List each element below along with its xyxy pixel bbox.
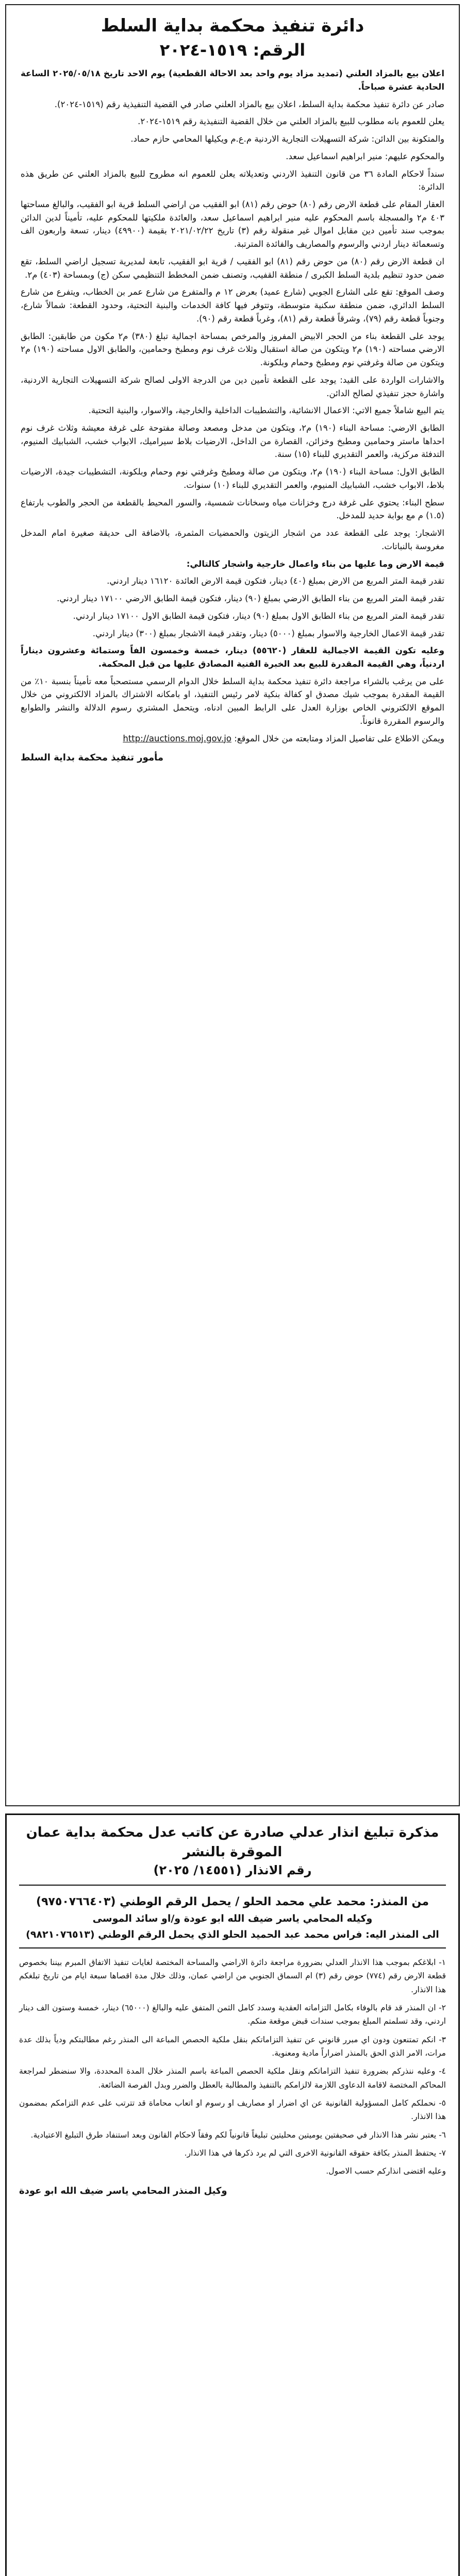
notice-paragraph: ان قطعة الارض رقم (٨٠) من حوض رقم (٨١) ابو الفقيب / قرية ابو الفقيب، تابعة لمديرية تسجيل اراضي السلط، تقع ضمن حدود تنظيم بلدية السلط الكبرى / منطقة القفيب، وتصنف ضمن المخطط التنظيمي سكن (ج) وبمساحة (٤٠٣) م٢. — [21, 256, 444, 280]
warning-clauses — [19, 1956, 446, 2178]
notice-paragraph: يتم البيع شاملاً جميع الاتي: الاعمال الانشائية، والتشطيبات الداخلية والخارجية، والاسوار، والبنية التحتية. — [88, 405, 444, 416]
divider — [19, 1947, 446, 1948]
notice-number: الرقم: ١٥١٩-٢٠٢٤ — [159, 40, 306, 60]
notice-paragraph: تقدر قيمة الاعمال الخارجية والاسوار بمبلغ (٥٠٠٠) دينار، وتقدر قيمة الاشجار بمبلغ (٣٠٠) دينار اردني. — [92, 628, 444, 638]
notice-paragraph: والمتكونة بين الدائن: شركة التسهيلات التجارية الاردنية م.ع.م ويكيلها المحامي حازم حماد. — [130, 134, 444, 144]
warning-clause: ٣- انكم تمتنعون ودون اي مبرر قانوني عن تنفيذ التزاماتكم بنقل ملكية الحصص المباعة الى المنذر رغم مطالبتكم ودياً بذلك عدة مرات، الامر الذي الحق بالمنذر اضراراً مادية ومعنوية. — [19, 2035, 446, 2058]
notice-paragraph: سنداً لاحكام المادة ٣٦ من قانون التنفيذ الاردني وتعديلاته يعلن للعموم انه مطروح للبيع بالمزاد العلني عن طريق هذه الدائرة: — [21, 168, 444, 192]
warning-signature: وكيل المنذر المحامي ياسر ضيف الله ابو عودة — [19, 2185, 227, 2196]
notice-paragraph: الاشجار: يوجد على القطعة عدد من اشجار الزيتون والحمضيات المثمرة، بالاضافة الى حديقة صغيرة امام المدخل مغروسة بالنباتات. — [21, 528, 444, 551]
warning-clause: ٢- ان المنذر قد قام بالوفاء بكامل التزاماته العقدية وسدد كامل الثمن المتفق عليه والبالغ (٦٥٠٠٠) دينار، خمسة وستون الف دينار اردني، وقد تسلمتم المبلغ بموجب سندات قبض موقعة منكم. — [19, 2003, 446, 2026]
notice-paragraph: صادر عن دائرة تنفيذ محكمة بداية السلط، اعلان بيع بالمزاد العلني صادر في القضية التنفيذية رقم (١٥١٩-٢٠٢٤). — [54, 99, 444, 109]
notice-paragraph: يوجد على القطعة بناء من الحجر الابيض المفروز والمرخص بمساحة اجمالية تبلغ (٣٨٠) م٢ مكون من طابقين: الطابق الارضي مساحته (١٩٠) م٢ ويتكون من صالة استقبال وثلاث غرف نوم ومطبخ وحمامين، والطابق الاول مساحته (١٩٠) م٢ ويتكون من صالة وغرفتي نوم ومطبخ وحمام وبلكونة. — [21, 331, 444, 368]
warning-clause: ٧- يحتفظ المنذر بكافة حقوقه القانونية الاخرى التي لم يرد ذكرها في هذا الانذار. — [184, 2148, 446, 2158]
notice-paragraph: والمحكوم عليهم: منير ابراهيم اسماعيل سعد. — [286, 151, 444, 161]
warning-title: مذكرة تبليغ انذار عدلي صادرة عن كاتب عدل محكمة بداية عمان الموقرة بالنشر — [26, 1825, 439, 1860]
auction-url-label: ويمكن الاطلاع على تفاصيل المزاد ومتابعته من خلال الموقع: — [234, 733, 444, 743]
auction-notice-salt — [5, 4, 460, 1806]
warning-clause: وعليه اقتضى انذاركم حسب الاصول. — [326, 2166, 446, 2176]
notice-paragraph: تقدر قيمة المتر المربع من بناء الطابق الارضي بمبلغ (٩٠) دينار، فتكون قيمة الطابق الارضي ١٧١٠٠ دينار اردني. — [57, 594, 444, 604]
warning-party: من المنذر: محمد علي محمد الحلو / يحمل الرقم الوطني (٩٧٥٠٧٦٦٤٠٣) — [36, 1895, 429, 1908]
notice-paragraph: وعليه تكون القيمة الاجمالية للعقار (٥٥٦٢٠) دينار، خمسة وخمسون الفاً وستمائة وعشرون ديناراً اردنياً، وهي القيمة المقدرة للبيع بعد الخبرة الفنية المصادق عليها من قبل المحكمة. — [21, 646, 444, 669]
warning-clause: ٤- وعليه ننذركم بضرورة تنفيذ التزاماتكم ونقل ملكية الحصص المباعة باسم المنذر خلال المدة المحددة، والا سنضطر لمراجعة المحاكم المختصة لاقامة الدعاوى اللازمة لالزامكم بالتنفيذ والمطالبة بالعطل والضرر وبدل الفرصة الضائعة. — [19, 2066, 446, 2090]
notice-paragraph: تقدر قيمة المتر المربع من الارض بمبلغ (٤٠) دينار، فتكون قيمة الارض العائدة ١٦١٢٠ دينار اردني. — [107, 576, 444, 586]
notice-paragraph: سطح البناء: يحتوي على غرفة درج وخزانات مياه وسخانات شمسية، والسور المحيط بالقطعة من الحجر والطوب بارتفاع (١.٥) م مع بوابة حديد للمدخل. — [21, 497, 444, 521]
notice-paragraph: الطابق الاول: مساحة البناء (١٩٠) م٢، ويتكون من صالة ومطبخ وغرفتي نوم وحمام وبلكونة، التشطيبات جيدة، الارضيات بلاط، الابواب خشب، الشبابيك المنيوم، والعمر التقديري للبناء (١٠) سنوات. — [21, 467, 444, 490]
divider — [19, 1885, 446, 1886]
notice-signature: مأمور تنفيذ محكمة بداية السلط — [21, 752, 164, 764]
notice-paragraph: اعلان بيع بالمزاد العلني (تمديد مزاد يوم واحد بعد الاحالة القطعية) يوم الاحد تاريخ ٢٠٢٥/٠٥/١٨ الساعة الحادية عشرة صباحاً. — [21, 69, 445, 92]
notice-paragraph: يعلن للعموم بانه مطلوب للبيع بالمزاد العلني من خلال القضية التنفيذية رقم ١٥١٩-٢٠٢٤. — [138, 116, 444, 127]
notice-paragraph: قيمة الارض وما عليها من بناء واعمال خارجية واشجار كالتالي: — [186, 558, 444, 569]
notice-title: دائرة تنفيذ محكمة بداية السلط — [101, 15, 364, 36]
notice-paragraph: على من يرغب بالشراء مراجعة دائرة تنفيذ محكمة بداية السلط خلال الدوام الرسمي مستصحباً معه تأميناً بنسبة ١٠٪ من القيمة المقدرة بموجب شيك مصدق او كفالة بنكية لامر رئيس التنفيذ، او بامكانه الاشتراك بالمزاد الالكتروني من خلال الموقع الالكتروني الخاص بوزارة العدل على الرابط المبين ادناه، ويتحمل المشتري رسوم الدلالة والنشر والطوابع والرسوم المقررة قانوناً. — [21, 676, 444, 726]
notice-paragraph: والاشارات الواردة على القيد: يوجد على القطعة تأمين دين من الدرجة الاولى لصالح شركة التسهيلات التجارية الاردنية، واشارة حجز تنفيذي لصالح الدائن. — [21, 375, 444, 398]
warning-clause: ١- ابلاغكم بموجب هذا الانذار العدلي بضرورة مراجعة دائرة الاراضي والمساحة المختصة لغايات تنفيذ الاتفاق المبرم بيننا بخصوص قطعة الارض رقم (٧٧٤) حوض رقم (٣) ام السماق الجنوبي من اراضي عمان، وذلك خلال مدة اقصاها سبعة ايام من تاريخ تبلغكم هذا الانذار. — [19, 1957, 446, 1994]
warning-party: الى المنذر اليه: فراس محمد عبد الحميد الحلو الذي يحمل الرقم الوطني (٩٨٢١٠٧٦٥١٣) — [26, 1928, 439, 1940]
auction-website-link[interactable]: http://auctions.moj.gov.jo — [123, 733, 231, 743]
notice-paragraph: الطابق الارضي: مساحة البناء (١٩٠) م٢، ويتكون من مدخل ومصعد وصالة مفتوحة على غرفة معيشة وثلاث غرف نوم احداها ماستر وحمامين ومطبخ وخزائن، القصارة من الداخل، الارضيات بلاط سيراميك، الابواب خشب، الشبابيك المنيوم، التدفئة مركزية، والعمر التقديري للبناء (١٥) سنة. — [21, 422, 444, 460]
warning-clause: ٥- نحملكم كامل المسؤولية القانونية عن اي اضرار او مصاريف او رسوم او اتعاب محاماة قد تترتب على عدم التزامكم بمضمون هذا الانذار. — [19, 2098, 446, 2122]
warning-number: رقم الانذار (١٤٥٥١/ ٢٠٢٥) — [153, 1863, 312, 1878]
auction-url-line — [21, 732, 444, 745]
legal-warning-notice — [5, 1814, 460, 2576]
notice-paragraph: تقدر قيمة المتر المربع من بناء الطابق الاول بمبلغ (٩٠) دينار، فتكون قيمة الطابق الاول ١٧١٠٠ دينار اردني. — [73, 611, 444, 621]
warning-clause: ٦- يعتبر نشر هذا الانذار في صحيفتين يوميتين محليتين تبليغاً قانونياً لكم وفقاً لاحكام القانون وبعد استنفاد طرق التبليغ الاعتيادية. — [30, 2130, 446, 2140]
notice-paragraph: وصف الموقع: تقع على الشارع الجوبي (شارع عميد) بعرض ١٢ م والمتفرع من شارع عمر بن الخطاب، ويتفرع من شارع السلط الدائري، ضمن منطقة سكنية متوسطة، وتتوفر فيها كافة الخدمات والبنية التحتية، وحدود القطعة: شمالاً شارع، وجنوباً قطعة رقم (٧٩)، وشرقاً قطعة رقم (٨١)، وغرباً قطعة رقم (٩٠). — [21, 287, 444, 324]
warning-party: وكيله المحامي ياسر ضيف الله ابو عودة و/او سائد الموسى — [92, 1913, 373, 1925]
notice-paragraph: العقار المقام على قطعة الارض رقم (٨٠) حوض رقم (٨١) ابو الفقيب من اراضي السلط قرية ابو الفقيب، والبالغ مساحتها ٤٠٣ م٢ والمسجلة باسم المحكوم عليه منير ابراهيم اسماعيل سعد، والعائدة ملكيتها للمحكوم عليه، تأميناً لدين الدائن بموجب سند تأمين دين مقابل اموال غير منقولة رقم (٣) تاريخ ٢٠٢١/٠٢/٢٢ بقيمة (٤٩٩٠٠) دينار، تسعة واربعون الف وتسعمائة دينار اردني والرسوم والمصاريف والفائدة المترتبة. — [21, 199, 445, 249]
